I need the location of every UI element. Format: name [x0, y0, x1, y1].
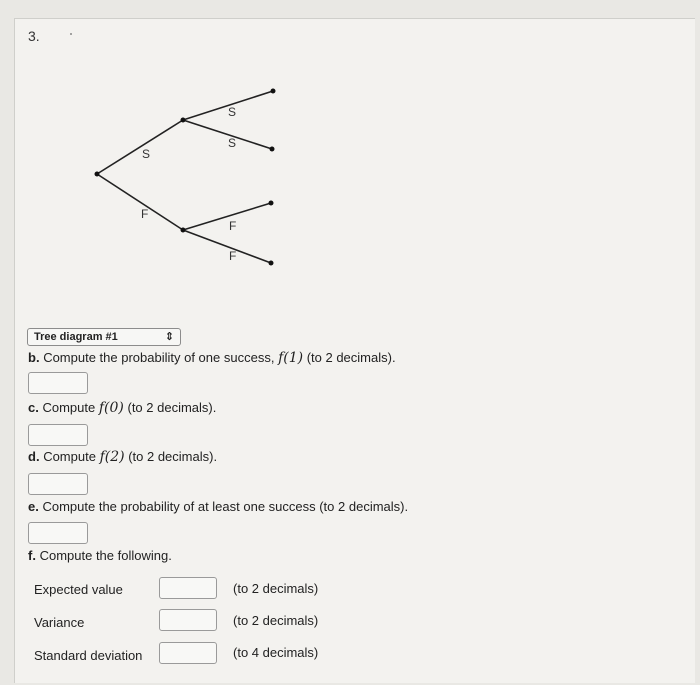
part-c-input[interactable] — [28, 424, 88, 446]
part-b-input[interactable] — [28, 372, 88, 394]
part-b-letter: b. — [28, 350, 40, 365]
branch-root-f — [97, 174, 183, 230]
tree-label: S — [228, 136, 237, 150]
part-b-math: f(1) — [278, 350, 304, 366]
expected-value-hint: (to 2 decimals) — [233, 581, 319, 596]
tree-label: S — [228, 105, 237, 119]
tree-label: F — [229, 219, 237, 233]
tree-label: F — [229, 249, 237, 263]
part-d-input[interactable] — [28, 473, 88, 495]
expected-value-label: Expected value — [34, 582, 123, 597]
std-dev-hint: (to 4 decimals) — [233, 645, 319, 660]
part-d-text: Compute — [43, 449, 96, 464]
part-e-text: Compute the probability of at least one success (to 2 decimals). — [42, 499, 409, 514]
part-d-math: f(2) — [99, 449, 125, 465]
part-b-text: Compute the probability of one success, — [43, 350, 275, 365]
tree-label: S — [142, 147, 151, 161]
node-fs — [269, 201, 274, 206]
std-dev-label: Standard deviation — [34, 648, 143, 663]
question-number: 3. — [28, 28, 40, 44]
part-b-prompt — [28, 350, 396, 366]
node-f — [181, 228, 186, 233]
branch-root-s — [97, 120, 183, 174]
node-ss — [271, 89, 276, 94]
part-e-prompt — [28, 499, 408, 514]
node-root — [95, 172, 100, 177]
expected-value-input[interactable] — [159, 577, 217, 599]
part-d-prompt — [28, 449, 217, 465]
part-c-math: f(0) — [98, 400, 124, 416]
part-e-letter: e. — [28, 499, 39, 514]
tree-diagram — [0, 0, 700, 320]
tree-label: F — [141, 207, 149, 221]
part-e-input[interactable] — [28, 522, 88, 544]
part-f-text: Compute the following. — [39, 548, 172, 563]
part-b-text-after: (to 2 decimals). — [306, 350, 396, 365]
branch-f-f — [183, 203, 271, 230]
part-d-text-after: (to 2 decimals). — [128, 449, 218, 464]
node-s — [181, 118, 186, 123]
part-c-letter: c. — [28, 400, 39, 415]
part-c-prompt — [28, 400, 216, 416]
part-f-letter: f. — [28, 548, 36, 563]
part-f-prompt — [28, 548, 172, 563]
variance-input[interactable] — [159, 609, 217, 631]
std-dev-input[interactable] — [159, 642, 217, 664]
part-c-text: Compute — [42, 400, 96, 415]
select-arrows-icon: ⇕ — [164, 331, 174, 343]
part-c-text-after: (to 2 decimals). — [127, 400, 217, 415]
branch-f-f2 — [183, 230, 271, 263]
part-d-letter: d. — [28, 449, 40, 464]
tree-diagram-select[interactable] — [27, 328, 181, 346]
variance-hint: (to 2 decimals) — [233, 613, 319, 628]
variance-label: Variance — [34, 615, 85, 630]
node-sf — [270, 147, 275, 152]
node-ff — [269, 261, 274, 266]
tree-diagram-select-value: Tree diagram #1 — [34, 331, 118, 343]
